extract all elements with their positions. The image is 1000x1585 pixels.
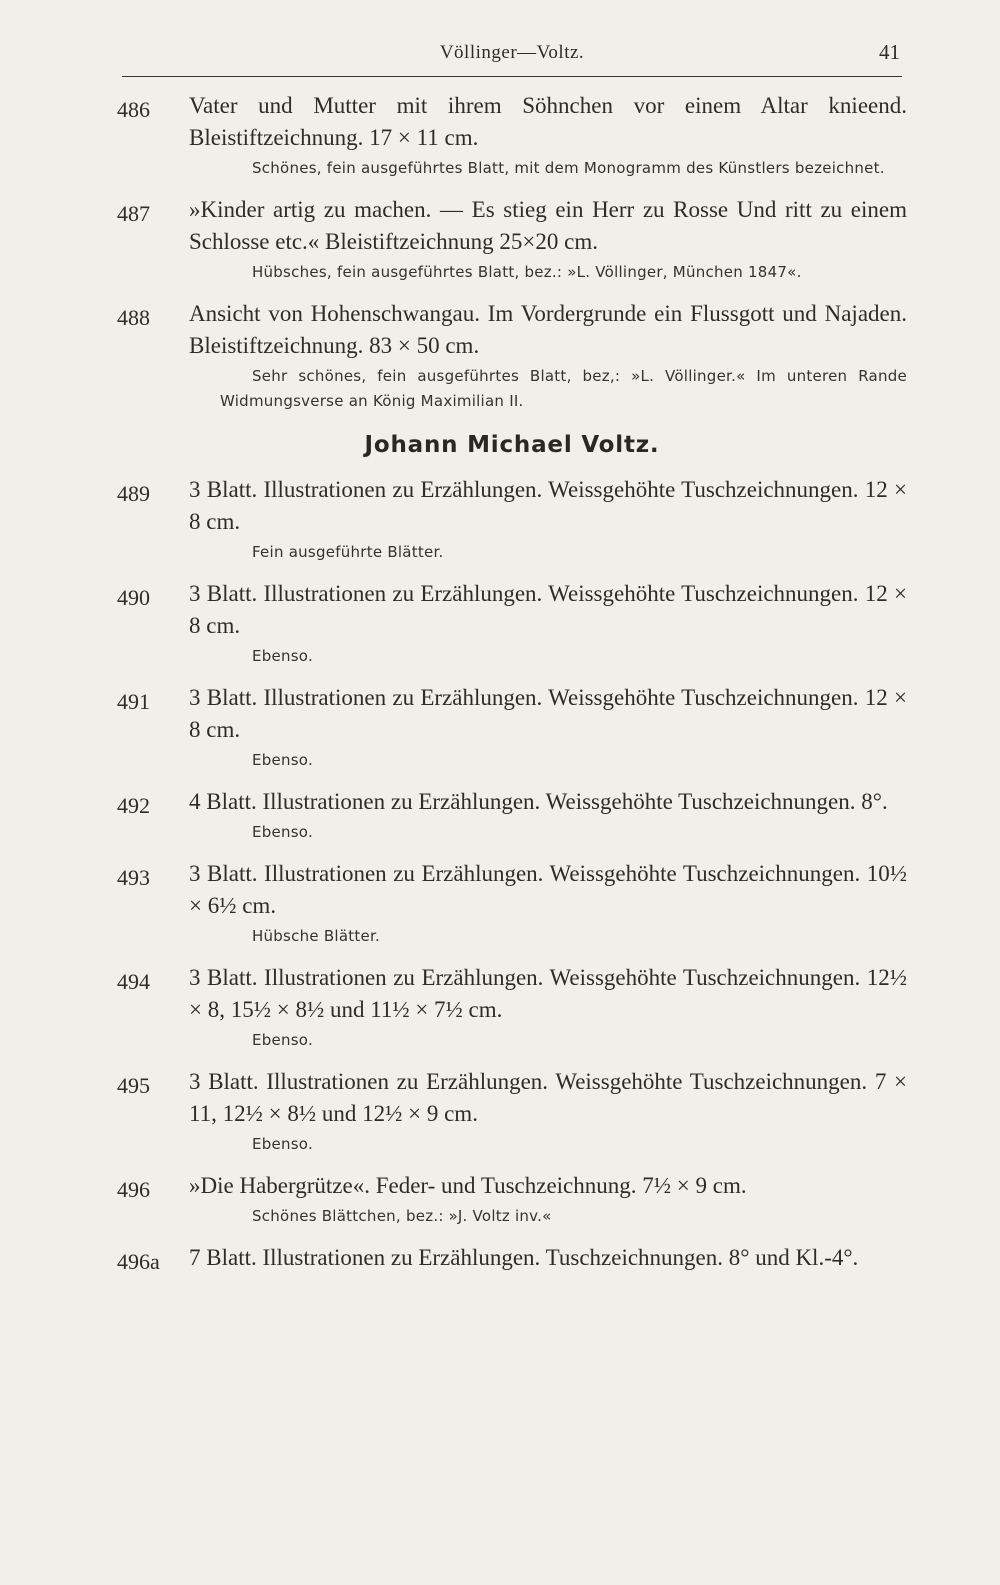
catalog-entry [117,194,907,285]
entry-number: 494 [117,969,150,994]
page-header [122,40,902,77]
entry-note: Fein ausgeführte Blätter. [252,543,444,561]
running-title: Völlinger—Voltz. [439,42,585,63]
artist-heading: Johann Michael Voltz. [364,432,660,458]
entry-description: 3 Blatt. Illustrationen zu Erzählungen. Weissgehöhte Tuschzeichnungen. 12 × 8 cm. [189,477,907,534]
entry-note: Ebenso. [252,1135,313,1153]
catalog-entry [117,578,907,669]
entry-description: 3 Blatt. Illustrationen zu Erzählungen. Weissgehöhte Tuschzeichnungen. 10½ × 6½ cm. [189,861,907,918]
entry-number: 489 [117,481,150,506]
entry-note: Ebenso. [252,647,313,665]
entry-description: 3 Blatt. Illustrationen zu Erzählungen. Weissgehöhte Tuschzeichnungen. 12 × 8 cm. [189,581,907,638]
catalog-entry [117,1242,907,1274]
entry-description: 4 Blatt. Illustrationen zu Erzählungen. Weissgehöhte Tuschzeichnungen. 8°. [189,789,888,814]
entry-note: Ebenso. [252,1031,313,1049]
catalog-entry [117,1066,907,1157]
catalog-entry [117,682,907,773]
catalog-entry [117,858,907,949]
entry-number: 486 [117,97,150,122]
catalog-entry [117,474,907,565]
catalog-entry [117,298,907,414]
entry-number: 495 [117,1073,150,1098]
entry-number: 496 [117,1177,150,1202]
catalog-entry [117,786,907,845]
entry-note: Hübsche Blätter. [252,927,381,945]
catalog-content [117,90,907,1287]
entry-description: 3 Blatt. Illustrationen zu Erzählungen. Weissgehöhte Tuschzeichnungen. 7 × 11, 12½ × 8½ und 12½ × 9 cm. [189,1069,907,1126]
entry-note: Sehr schönes, fein ausgeführtes Blatt, bez,: »L. Völlinger.« Im unteren Rande Widmungsverse an König Maximilian II. [220,367,907,410]
catalog-entry [117,90,907,181]
entry-note: Ebenso. [252,751,313,769]
entry-description: »Die Habergrütze«. Feder- und Tuschzeichnung. 7½ × 9 cm. [189,1173,747,1198]
entry-number: 487 [117,201,150,226]
catalog-entry [117,1170,907,1229]
catalog-entry [117,962,907,1053]
entry-description: Ansicht von Hohenschwangau. Im Vordergrunde ein Flussgott und Najaden. Bleistiftzeichnung. 83 × 50 cm. [189,301,907,358]
entry-description: 3 Blatt. Illustrationen zu Erzählungen. Weissgehöhte Tuschzeichnungen. 12½ × 8, 15½ × 8½ und 11½ × 7½ cm. [189,965,907,1022]
entry-description: 7 Blatt. Illustrationen zu Erzählungen. Tuschzeichnungen. 8° und Kl.-4°. [189,1245,859,1270]
entry-number: 493 [117,865,150,890]
entry-number: 491 [117,689,150,714]
entry-number: 496a [117,1249,160,1274]
entry-description: 3 Blatt. Illustrationen zu Erzählungen. Weissgehöhte Tuschzeichnungen. 12 × 8 cm. [189,685,907,742]
entry-number: 490 [117,585,150,610]
entry-note: Hübsches, fein ausgeführtes Blatt, bez.: »L. Völlinger, München 1847«. [252,263,802,281]
entry-number: 488 [117,305,150,330]
entry-note: Schönes Blättchen, bez.: »J. Voltz inv.« [252,1207,552,1225]
entry-note: Schönes, fein ausgeführtes Blatt, mit dem Monogramm des Künstlers bezeichnet. [252,159,885,177]
entry-number: 492 [117,793,150,818]
entry-note: Ebenso. [252,823,313,841]
entry-description: Vater und Mutter mit ihrem Söhnchen vor einem Altar knieend. Bleistiftzeichnung. 17 × 11 cm. [189,93,907,150]
page-number: 41 [879,40,900,64]
entry-description: »Kinder artig zu machen. — Es stieg ein Herr zu Rosse Und ritt zu einem Schlosse etc.« Bleistiftzeichnung 25×20 cm. [189,197,907,254]
